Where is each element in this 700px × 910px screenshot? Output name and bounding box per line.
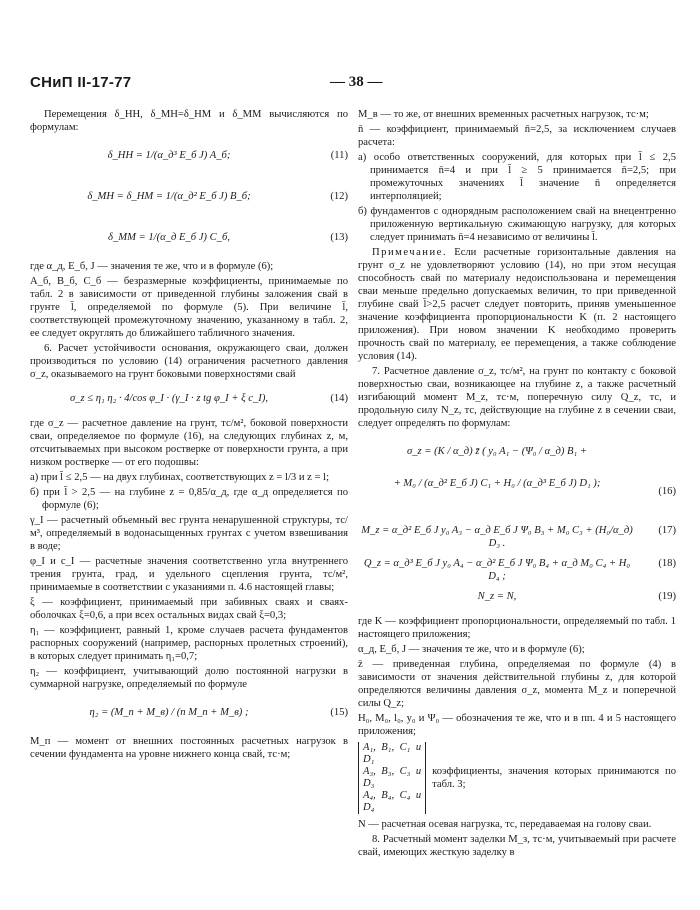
paragraph: 8. Расчетный момент заделки M_з, тс·м, учитываемый при расчете свай, имеющих жесткую заделку в xyxy=(358,834,676,858)
formula-body: δ_MM = 1/(α_д E_б J) C_б, xyxy=(108,232,230,243)
formula-number: (19) xyxy=(658,591,676,602)
left-column xyxy=(30,108,348,763)
coefficient-row: A₁, B₁, C₁ и D₁ xyxy=(363,742,422,765)
formula-19 xyxy=(358,582,676,612)
formula-number: (12) xyxy=(330,191,348,202)
coefficient-description: коэффициенты, значения которых принимаются по табл. 3; xyxy=(432,766,676,790)
paragraph: M_в — то же, от внешних временных расчетных нагрузок, тс·м; xyxy=(358,109,649,120)
formula-body: δ_MH = δ_HM = 1/(α_д² E_б J) B_б; xyxy=(87,191,251,202)
coefficient-row: A₃, B₃, C₃ и D₃ xyxy=(363,766,422,789)
paragraph: η₁ — коэффициент, равный 1, кроме случаев расчета фундаментов распорных сооружений (например, распорных пролетных строений), в которых следует принимать η₁=0,7; xyxy=(30,625,348,662)
formula-body: δ_HH = 1/(α_д³ E_б J) A_б; xyxy=(107,150,231,161)
formula-body: η₂ = (M_п + M_в) / (n M_п + M_в) ; xyxy=(89,707,249,718)
formula-12 xyxy=(30,178,348,216)
formula-15 xyxy=(30,694,348,732)
formula-body: Q_z = α_д³ E_б J y₀ A₄ − α_д² E_б J Ψ₀ B₄ + α_д M₀ C₄ + H₀ D₄ ; xyxy=(363,558,631,582)
coefficient-row: A₄, B₄, C₄ и D₄ xyxy=(363,790,422,813)
paragraph: 6. Расчет устойчивости основания, окружающего сваи, должен производиться по условию (14) ограничения расчетного давления σ_z, оказываемого на грунт боковыми поверхностями свай xyxy=(30,343,348,380)
paragraph: γ_I — расчетный объемный вес грунта ненарушенной структуры, тс/м³, определяемый в водонасыщенных грунтах с учетом взвешивания в воде; xyxy=(30,515,348,552)
list-item: а) при l̄ ≤ 2,5 — на двух глубинах, соответствующих z = l/3 и z = l; xyxy=(30,472,330,483)
formula-number: (14) xyxy=(330,393,348,404)
formula-number: (13) xyxy=(330,232,348,243)
coefficient-group xyxy=(358,742,676,814)
paragraph: φ_I и c_I — расчетные значения соответственно угла внутреннего трения грунта, град, и удельного сцепления грунта, тс/м², принимаемые в соответствии с указаниями п. 4.6 настоящей главы; xyxy=(30,556,348,593)
formula-number: (11) xyxy=(330,150,348,161)
formula-body: N_z = N, xyxy=(477,591,517,602)
paragraph: где σ_z — расчетное давление на грунт, тс/м², боковой поверхности сваи, определяемое по формуле (16), на следующих глубинах z, м, отсчитываемых при высоком ростверке от поверхности грунта, а при низком ростверке — от его подошвы: xyxy=(30,418,348,468)
paragraph: η₂ — коэффициент, учитывающий долю постоянной нагрузки в суммарной нагрузке, определяемый по формуле xyxy=(30,666,348,690)
paragraph: 7. Расчетное давление σ_z, тс/м², на грунт по контакту с боковой поверхностью сваи, возникающее на глубине z, а также расчетный изгибающий момент M_z, тс·м, поперечную силу Q_z, тс, и продольную силу N_z, тс, действующие на глубине z в сечении сваи, следует определять по формулам: xyxy=(358,366,676,429)
note-label: Примечание. xyxy=(372,247,447,258)
formula-18 xyxy=(358,549,676,582)
formula-line-1: σ_z = (K / α_д) z̄ ( y₀ A₁ − (Ψ₀ / α_д) B₁ + xyxy=(407,446,587,457)
formula-number: (16) xyxy=(658,486,676,497)
list-item: б) фундаментов с однорядным расположением свай на внецентренно приложенную вертикальную сжимающую нагрузку, для которых следует принимать n̄=4 независимо от величины l̄. xyxy=(358,206,676,243)
paragraph: n̄ — коэффициент, принимаемый n̄=2,5, за исключением случаев расчета: xyxy=(358,124,676,148)
paragraph: ξ — коэффициент, принимаемый при забивных сваях и сваях-оболочках ξ=0,6, а при всех остальных видах свай ξ=0,3; xyxy=(30,597,348,621)
document-code: СНиП II-17-77 xyxy=(30,74,132,91)
formula-17 xyxy=(358,516,676,549)
paragraph: где α_д, E_б, J — значения те же, что и в формуле (6); xyxy=(30,261,274,272)
formula-13 xyxy=(30,219,348,257)
note-text: Если расчетные горизонтальные давления на грунт σ_z не удовлетворяют условию (14), но при этом несущая способность свай по материалу недоиспользована и перемещения сваи меньше предельно допускаемых величин, то при приведенной глубине свай l̄>2,5 расчет следует повторить, приняв уменьшенное значение коэффициента пропорциональности K (п. 2 настоящего приложения). При новом значении K необходимо проверить прочность свай по материалу, ее перемещения, а также соблюдение условия (14). xyxy=(358,247,676,362)
paragraph: z̄ — приведенная глубина, определяемая по формуле (4) в зависимости от значения действительной глубины z, для которой определяются величины давления σ_z, момента M_z и поперечной силы Q_z; xyxy=(358,659,676,709)
paragraph: A_б, B_б, C_б — безразмерные коэффициенты, принимаемые по табл. 2 в зависимости от приведенной глубины заложения свай в грунте l̄, определяемой по формуле (5). При величине l̄, соответствующей промежуточному значению, указанному в табл. 2, ее следует округлять до ближайшего табличного значения. xyxy=(30,276,348,339)
list-item: а) особо ответственных сооружений, для которых при l̄ ≤ 2,5 принимается n̄=4 и при l̄ ≥ 5 принимается n̄=2,5; при промежуточных значениях l̄ значение n̄ определяется интерполяцией; xyxy=(358,152,676,202)
list-item: б) при l̄ > 2,5 — на глубине z = 0,85/α_д, где α_д определяется по формуле (6); xyxy=(30,487,348,511)
formula-number: (17) xyxy=(658,525,676,536)
formula-body: M_z = α_д² E_б J y₀ A₃ − α_д E_б J Ψ₀ B₃ + M₀ C₃ + (H₀/α_д) D₃ . xyxy=(361,525,633,549)
formula-16 xyxy=(358,433,676,513)
formula-line-2: + M₀ / (α_д² E_б J) C₁ + H₀ / (α_д³ E_б J) D₁ ); xyxy=(393,478,601,489)
formula-14 xyxy=(30,384,348,414)
page-header xyxy=(30,74,670,96)
note xyxy=(358,246,676,363)
formula-body: σ_z ≤ η₁ η₂ · 4/cos φ_I · (γ_I · z tg φ_I + ξ c_I), xyxy=(69,393,269,404)
paragraph: α_д, E_б, J — значения те же, что и в формуле (6); xyxy=(358,644,585,655)
formula-number: (18) xyxy=(658,558,676,569)
paragraph: H₀, M₀, l₀, y₀ и Ψ₀ — обозначения те же, что и в пп. 4 и 5 настоящего приложения; xyxy=(358,713,676,737)
paragraph: N — расчетная осевая нагрузка, тс, передаваемая на голову сваи. xyxy=(358,819,652,830)
right-column xyxy=(358,108,676,861)
formula-11 xyxy=(30,137,348,175)
formula-number: (15) xyxy=(330,707,348,718)
paragraph: M_п — момент от внешних постоянных расчетных нагрузок в сечении фундамента на уровне нижнего конца свай, тс·м; xyxy=(30,736,348,760)
page-number: — 38 — xyxy=(330,74,383,90)
formula-body xyxy=(358,443,636,493)
paragraph: где K — коэффициент пропорциональности, определяемый по табл. 1 настоящего приложения; xyxy=(358,616,676,640)
paragraph: Перемещения δ_HH, δ_MH=δ_HM и δ_MM вычисляются по формулам: xyxy=(30,109,348,133)
coefficient-list xyxy=(358,742,426,814)
